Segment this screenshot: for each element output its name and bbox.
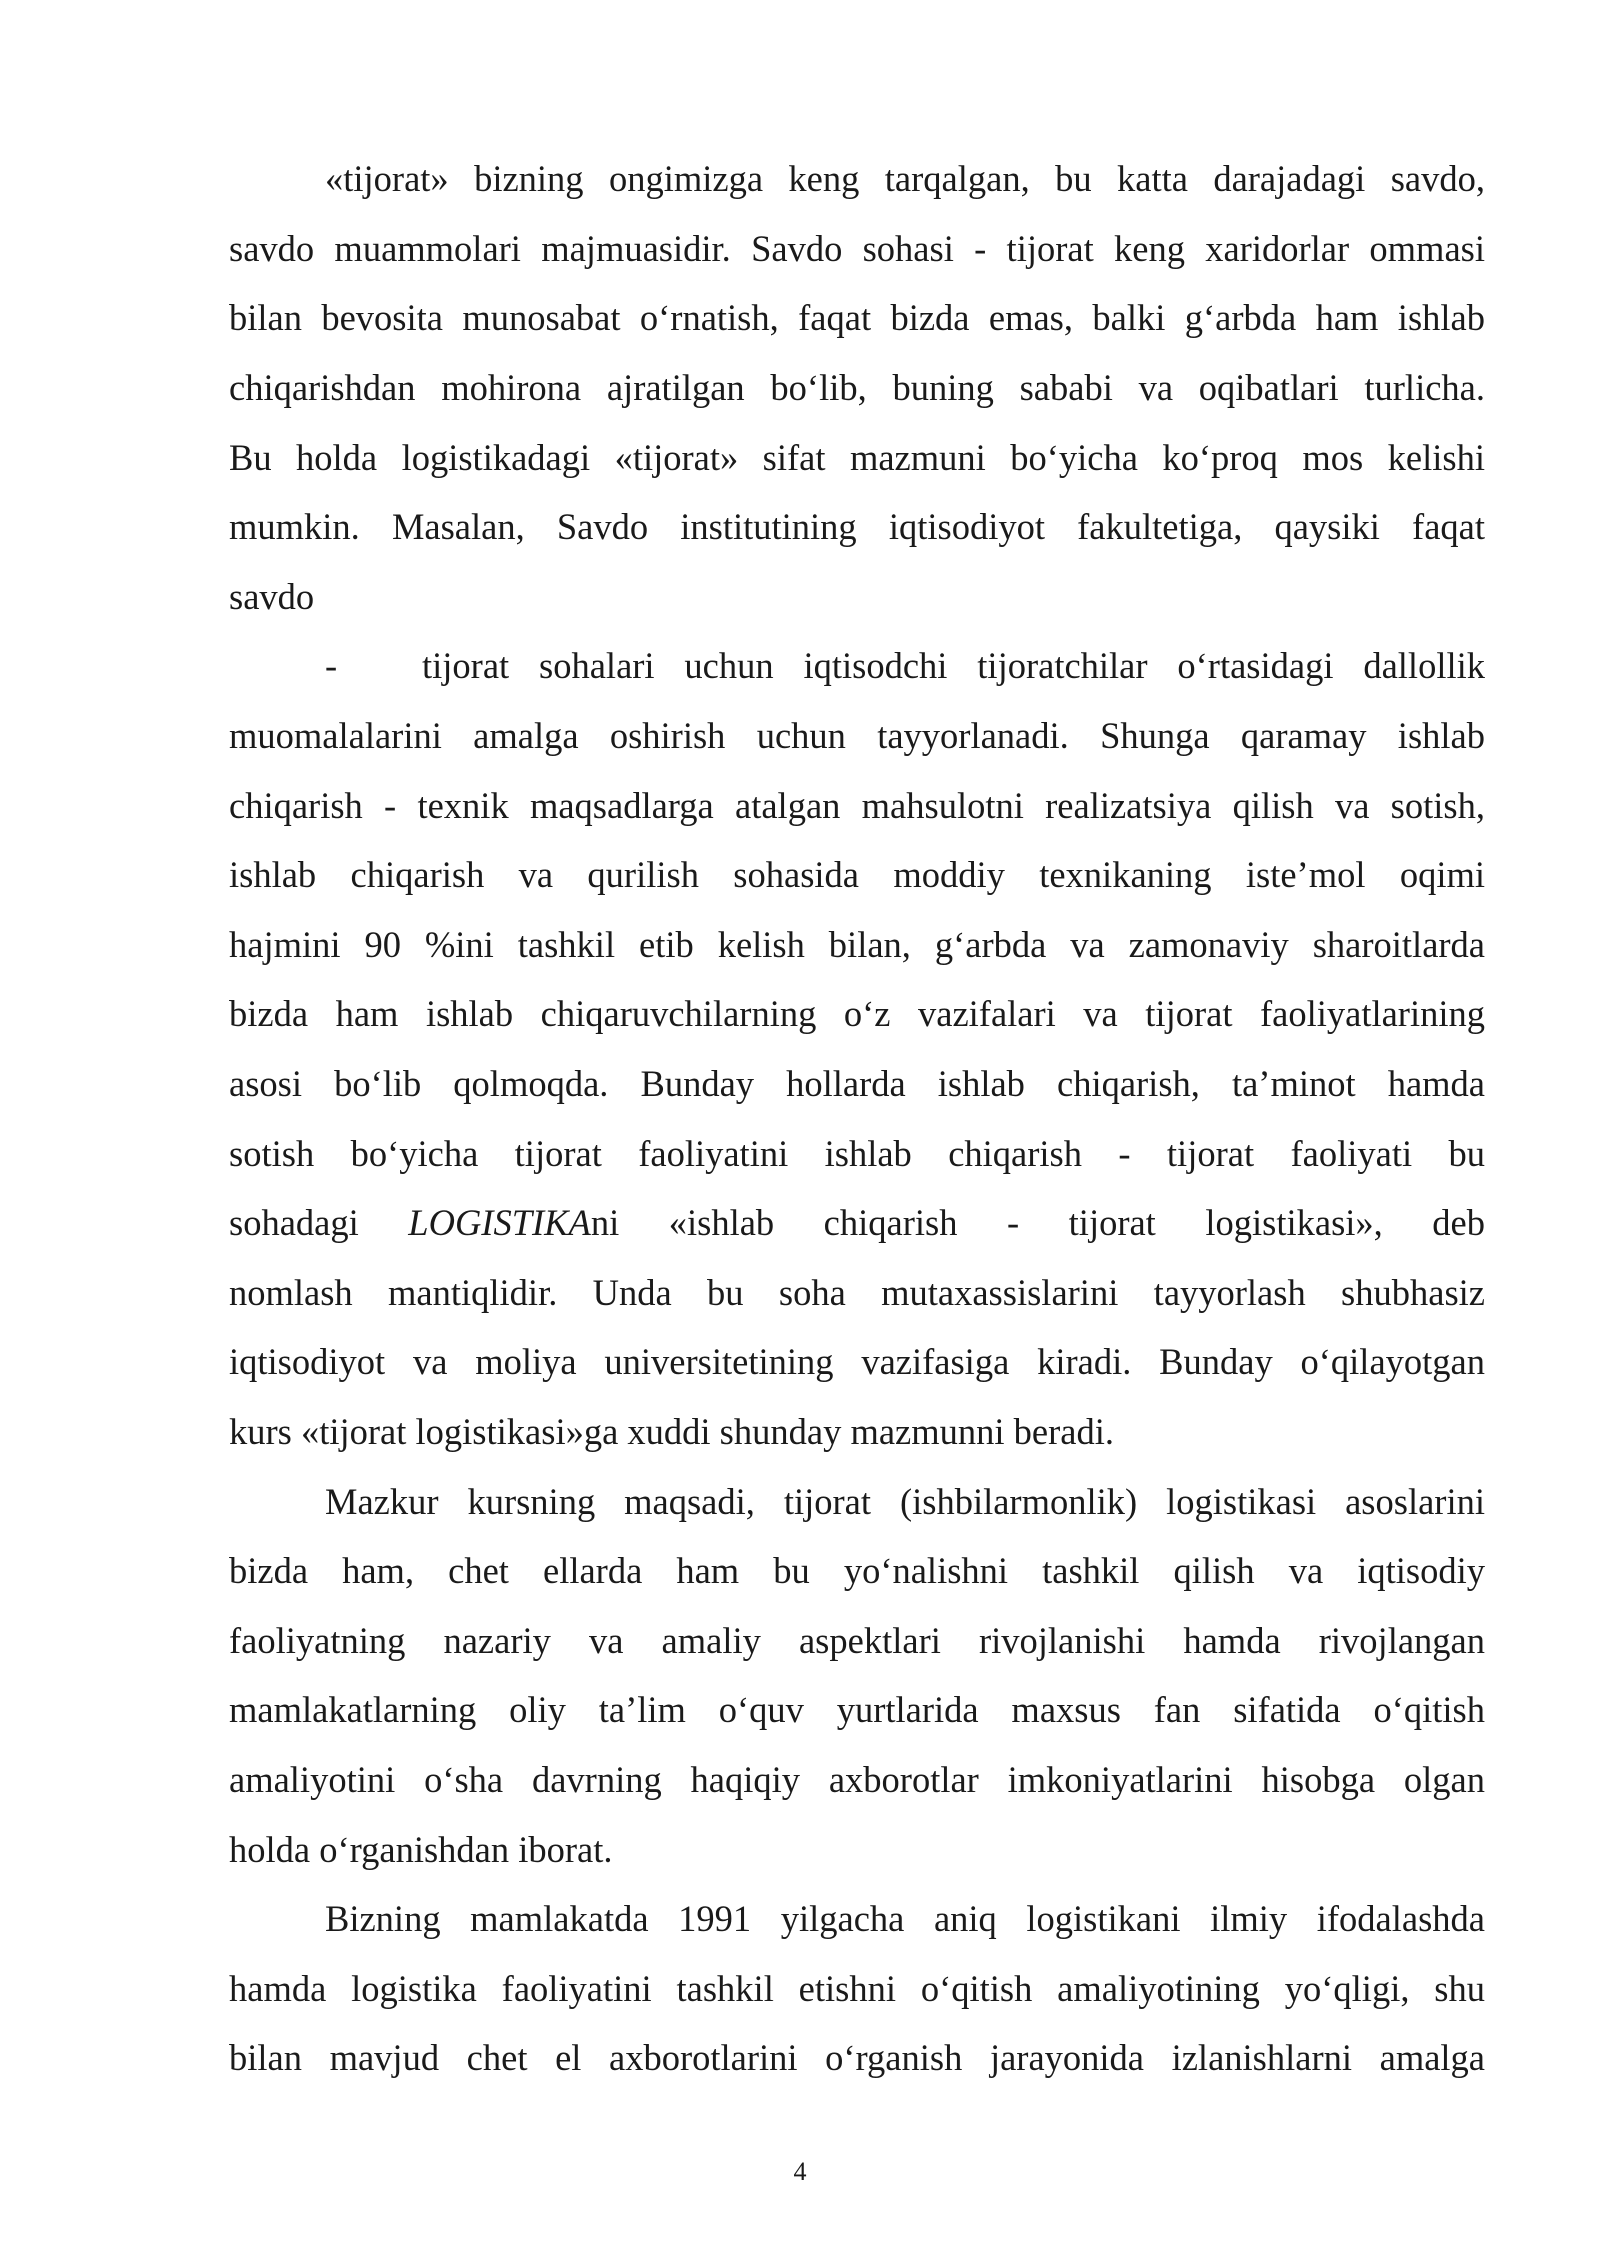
text-line: chiqarish - texnik maqsadlarga atalgan mahsulotni realizatsiya qilish va sotish, bbox=[229, 785, 1485, 826]
text-line: amaliyotini o‘sha davrning haqiqiy axborotlar imkoniyatlarini hisobga olgan bbox=[229, 1759, 1485, 1800]
text-line: kurs «tijorat logistikasi»ga xuddi shunday mazmunni beradi. bbox=[229, 1411, 1114, 1452]
emphasis-word: LOGISTIKA bbox=[408, 1202, 591, 1243]
text-line: bizda ham, chet ellarda ham bu yo‘nalishni tashkil qilish va iqtisodiy bbox=[229, 1550, 1485, 1591]
text-line: chiqarishdan mohirona ajratilgan bo‘lib, buning sababi va oqibatlari turlicha. bbox=[229, 367, 1485, 408]
text-segment: ni «ishlab chiqarish - tijorat logistikasi», deb bbox=[590, 1202, 1486, 1243]
text-line: sotish bo‘yicha tijorat faoliyatini ishlab chiqarish - tijorat faoliyati bu bbox=[229, 1133, 1485, 1174]
text-line: bizda ham ishlab chiqaruvchilarning o‘z vazifalari va tijorat faoliyatlarining bbox=[229, 993, 1485, 1034]
dash-mark: - bbox=[325, 645, 338, 686]
text-line: bilan bevosita munosabat o‘rnatish, faqat bizda emas, balki g‘arbda ham ishlab bbox=[229, 297, 1485, 338]
text-line: mumkin. Masalan, Savdo institutining iqtisodiyot fakultetiga, qaysiki faqat bbox=[229, 506, 1485, 547]
text-line: hajmini 90 %ini tashkil etib kelish bilan, g‘arbda va zamonaviy sharoitlarda bbox=[229, 924, 1485, 965]
text-line: asosi bo‘lib qolmoqda. Bunday hollarda ishlab chiqarish, ta’minot hamda bbox=[229, 1063, 1485, 1104]
text-segment: sohadagi bbox=[229, 1202, 359, 1243]
text-line: holda o‘rganishdan iborat. bbox=[229, 1829, 613, 1870]
text-line: hamda logistika faoliyatini tashkil etishni o‘qitish amaliyotining yo‘qligi, shu bbox=[229, 1968, 1485, 2009]
text-line: ishlab chiqarish va qurilish sohasida moddiy texnikaning iste’mol oqimi bbox=[229, 854, 1485, 895]
text-line: Bizning mamlakatda 1991 yilgacha aniq logistikani ilmiy ifodalashda bbox=[325, 1898, 1485, 1939]
text-line: muomalalarini amalga oshirish uchun tayyorlanadi. Shunga qaramay ishlab bbox=[229, 715, 1485, 756]
text-line: faoliyatning nazariy va amaliy aspektlari rivojlanishi hamda rivojlangan bbox=[229, 1620, 1485, 1661]
dash-line-text: tijorat sohalari uchun iqtisodchi tijoratchilar o‘rtasidagi dallollik bbox=[422, 645, 1485, 686]
text-line: nomlash mantiqlidir. Unda bu soha mutaxassislarini tayyorlash shubhasiz bbox=[229, 1272, 1485, 1313]
text-line bbox=[325, 642, 1485, 690]
text-line bbox=[229, 1199, 1485, 1247]
text-line: Bu holda logistikadagi «tijorat» sifat mazmuni bo‘yicha ko‘proq mos kelishi bbox=[229, 437, 1485, 478]
text-line: savdo muammolari majmuasidir. Savdo sohasi - tijorat keng xaridorlar ommasi bbox=[229, 228, 1485, 269]
text-line: mamlakatlarning oliy ta’lim o‘quv yurtlarida maxsus fan sifatida o‘qitish bbox=[229, 1689, 1485, 1730]
text-line: bilan mavjud chet el axborotlarini o‘rganish jarayonida izlanishlarni amalga bbox=[229, 2037, 1485, 2078]
text-line: Mazkur kursning maqsadi, tijorat (ishbilarmonlik) logistikasi asoslarini bbox=[325, 1481, 1485, 1522]
text-line: savdo bbox=[229, 576, 315, 617]
text-line: «tijorat» bizning ongimizga keng tarqalgan, bu katta darajadagi savdo, bbox=[325, 158, 1485, 199]
page-number: 4 bbox=[793, 2157, 807, 2186]
text-line: iqtisodiyot va moliya universitetining vazifasiga kiradi. Bunday o‘qilayotgan bbox=[229, 1341, 1485, 1382]
